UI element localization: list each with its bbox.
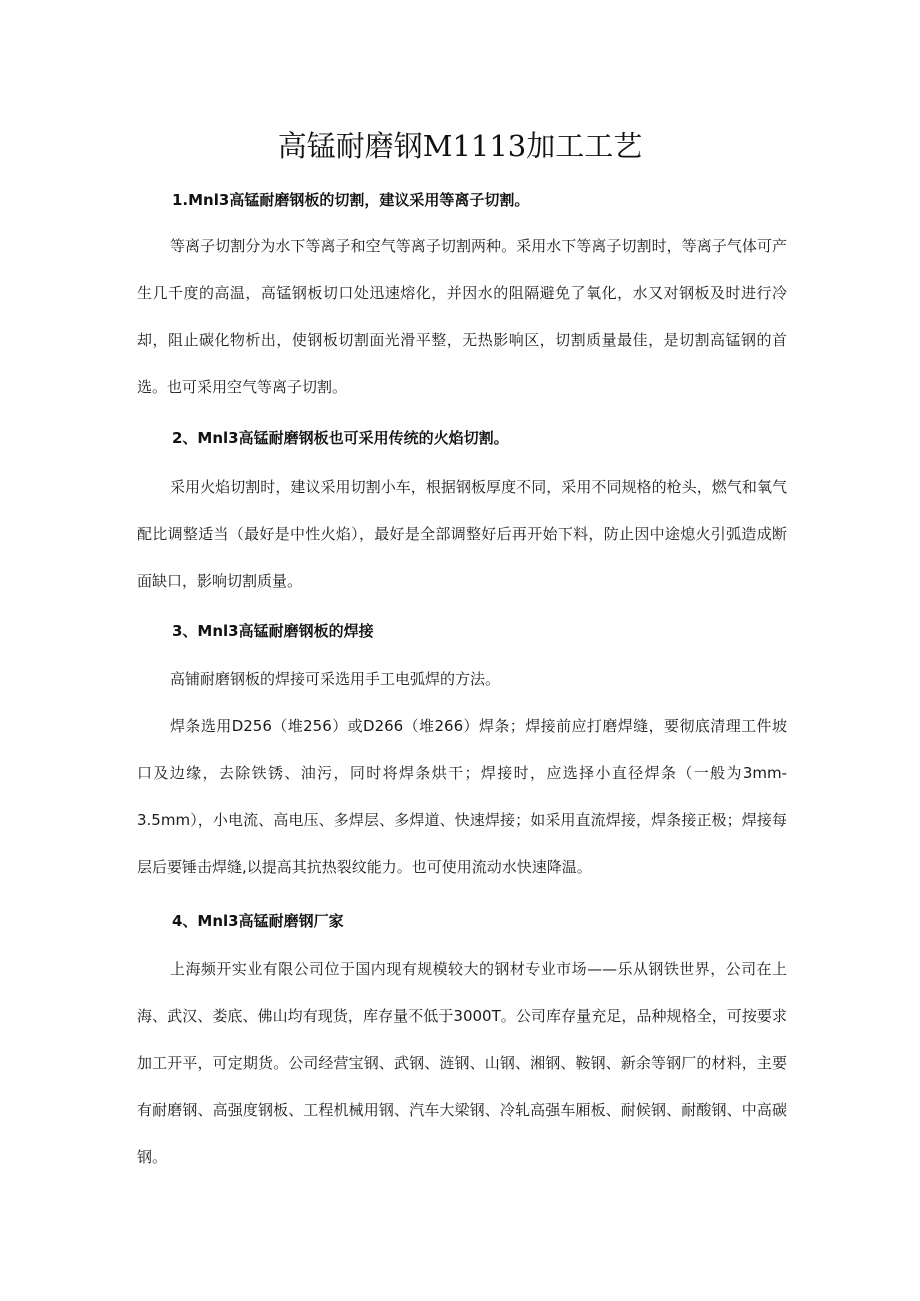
section-3-paragraph-2: 焊条选用D256（堆256）或D266（堆266）焊条；焊接前应打磨焊缝，要彻底清理工件坡口及边缘，去除铁锈、油污，同时将焊条烘干；焊接时，应选择小直径焊条（一般为3mm-3.5mm），小电流、高电压、多焊层、多焊道、快速焊接；如采用直流焊接，焊条接正极；焊接每层后要锤击焊缝,以提高其抗热裂纹能力。也可使用流动水快速降温。	[137, 717, 787, 876]
section-2-paragraph: 采用火焰切割时，建议采用切割小车，根据钢板厚度不同，采用不同规格的枪头，燃气和氧气配比调整适当（最好是中性火焰），最好是全部调整好后再开始下料，防止因中途熄火引弧造成断面缺口，影响切割质量。	[137, 478, 787, 590]
section-3-heading: 3、Mnl3高锰耐磨钢板的焊接	[172, 622, 374, 640]
document-title: 高锰耐磨钢M1113加工工艺	[277, 129, 643, 163]
section-1-heading: 1.Mnl3高锰耐磨钢板的切割，建议采用等离子切割。	[172, 191, 530, 209]
section-1-paragraph: 等离子切割分为水下等离子和空气等离子切割两种。采用水下等离子切割时，等离子气体可产生几千度的高温，高锰钢板切口处迅速熔化，并因水的阻隔避免了氧化，水又对钢板及时进行冷却，阻止碳化物析出，使钢板切割面光滑平整，无热影响区，切割质量最佳，是切割高锰钢的首选。也可采用空气等离子切割。	[137, 237, 787, 396]
section-4-heading: 4、Mnl3高锰耐磨钢厂家	[172, 912, 344, 930]
section-3-paragraph-1: 高铺耐磨钢板的焊接可采选用手工电弧焊的方法。	[170, 670, 501, 688]
section-2-heading: 2、Mnl3高锰耐磨钢板也可采用传统的火焰切割。	[172, 429, 509, 447]
section-4-paragraph: 上海频开实业有限公司位于国内现有规模较大的钢材专业市场——乐从钢铁世界，公司在上海、武汉、娄底、佛山均有现货，库存量不低于3000T。公司库存量充足，品种规格全，可按要求加工开平，可定期货。公司经营宝钢、武钢、涟钢、山钢、湘钢、鞍钢、新余等钢厂的材料，主要有耐磨钢、高强度钢板、工程机械用钢、汽车大梁钢、冷轧高强车厢板、耐候钢、耐酸钢、中高碳钢。	[137, 960, 787, 1166]
